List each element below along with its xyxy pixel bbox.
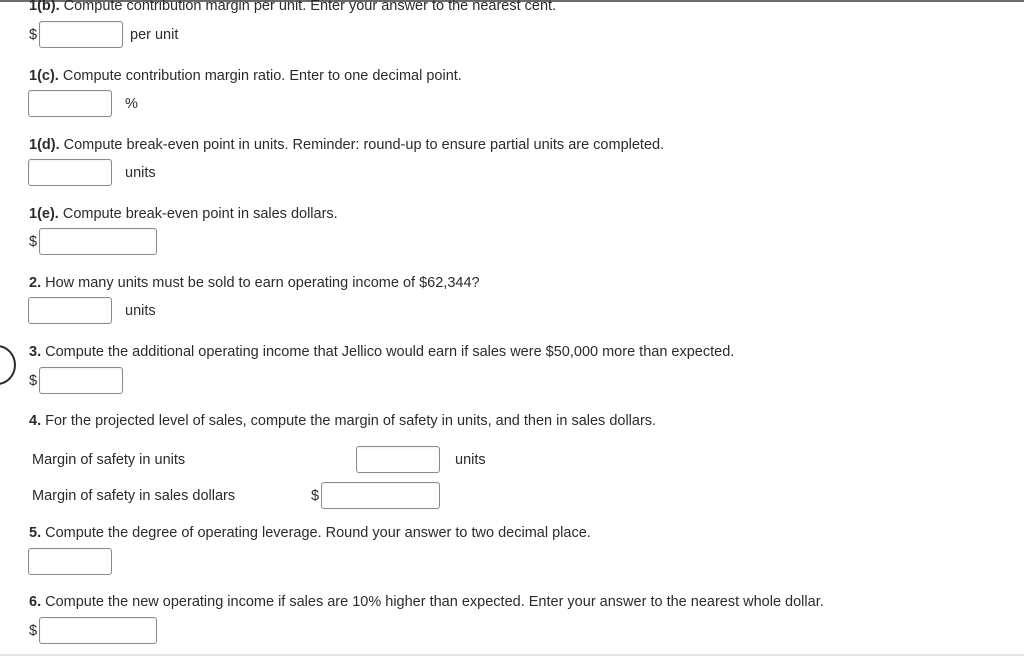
question-3 (29, 344, 734, 360)
new-operating-income-input[interactable] (39, 617, 157, 644)
question-text: How many units must be sold to earn operating income of $62,344? (45, 275, 480, 291)
break-even-units-input[interactable] (28, 159, 112, 186)
additional-income-input[interactable] (39, 367, 123, 394)
dollar-sign: $ (29, 234, 38, 250)
question-number: 1(b). (29, 0, 60, 14)
focus-indicator (0, 345, 16, 385)
question-text: Compute the new operating income if sales are 10% higher than expected. Enter your answer to the nearest whole dollar. (45, 594, 824, 610)
question-text: For the projected level of sales, compute the margin of safety in units, and then in sales dollars. (45, 413, 657, 429)
question-6 (29, 594, 824, 610)
dollar-sign: $ (29, 373, 38, 389)
margin-safety-dollars-input[interactable] (321, 482, 440, 509)
question-text: Compute the degree of operating leverage. Round your answer to two decimal place. (45, 525, 591, 541)
question-number: 3. (29, 344, 42, 360)
question-number: 1(d). (29, 137, 60, 153)
question-text: Compute break-even point in units. Reminder: round-up to ensure partial units are completed. (63, 137, 665, 153)
question-number: 2. (29, 275, 42, 291)
unit-label: units (455, 452, 486, 468)
margin-safety-units-input[interactable] (356, 446, 440, 473)
question-text: Compute contribution margin ratio. Enter to one decimal point. (62, 68, 462, 84)
question-1b (29, 0, 556, 14)
question-number: 5. (29, 525, 42, 541)
cm-per-unit-input[interactable] (39, 21, 123, 48)
cm-ratio-input[interactable] (28, 90, 112, 117)
percent-label: % (125, 96, 138, 112)
margin-safety-units-label: Margin of safety in units (32, 452, 186, 468)
question-number: 6. (29, 594, 42, 610)
dollar-sign: $ (29, 623, 38, 639)
dollar-sign: $ (29, 27, 38, 43)
target-units-input[interactable] (28, 297, 112, 324)
operating-leverage-input[interactable] (28, 548, 112, 575)
unit-label: per unit (130, 27, 179, 43)
unit-label: units (125, 303, 156, 319)
question-4 (29, 413, 656, 429)
dollar-sign: $ (311, 488, 320, 504)
question-number: 4. (29, 413, 42, 429)
question-number: 1(c). (29, 68, 59, 84)
question-number: 1(e). (29, 206, 59, 222)
question-1e (29, 206, 338, 222)
question-text: Compute contribution margin per unit. Enter your answer to the nearest cent. (63, 0, 557, 14)
question-text: Compute the additional operating income that Jellico would earn if sales were $50,000 more than expected. (45, 344, 735, 360)
question-5 (29, 525, 591, 541)
question-2 (29, 275, 480, 291)
margin-safety-dollars-label: Margin of safety in sales dollars (32, 488, 236, 504)
question-1c (29, 68, 462, 84)
break-even-dollars-input[interactable] (39, 228, 157, 255)
question-1d (29, 137, 664, 153)
question-text: Compute break-even point in sales dollars. (62, 206, 338, 222)
unit-label: units (125, 165, 156, 181)
